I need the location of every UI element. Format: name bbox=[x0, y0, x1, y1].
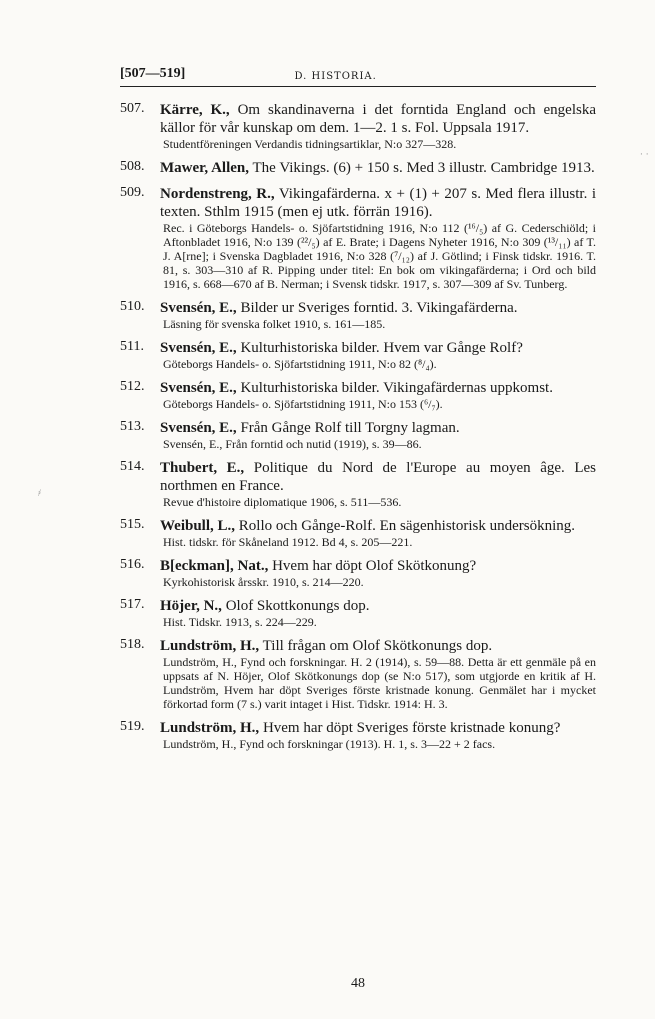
bibliography-entry bbox=[120, 557, 596, 589]
entry-citation bbox=[160, 517, 596, 535]
entry-author: Weibull, L., bbox=[160, 518, 236, 534]
entry-list bbox=[120, 101, 596, 751]
entry-note: Göteborgs Handels- o. Sjöfartstidning 1911, N:o 153 (⁶/₇). bbox=[163, 397, 443, 411]
entry-author: Kärre, K., bbox=[160, 102, 230, 118]
entry-citation bbox=[160, 419, 596, 437]
entry-number: 519. bbox=[120, 719, 145, 734]
entry-title: Hvem har döpt Sveriges förste kristnade konung? bbox=[262, 720, 561, 736]
bibliography-entry bbox=[120, 379, 596, 411]
entry-note: Kyrkohistorisk årsskr. 1910, s. 214—220. bbox=[163, 575, 364, 589]
entry-citation bbox=[160, 719, 596, 737]
entry-number: 517. bbox=[120, 597, 145, 612]
margin-speck: · · bbox=[640, 150, 649, 160]
entry-number: 518. bbox=[120, 637, 145, 652]
entry-citation bbox=[160, 299, 596, 317]
entry-citation bbox=[160, 101, 596, 137]
entry-title: Bilder ur Sveriges forntid. 3. Vikingafärderna. bbox=[240, 300, 518, 316]
bibliography-entry bbox=[120, 101, 596, 151]
entry-citation bbox=[160, 159, 596, 177]
entry-note: Studentföreningen Verdandis tidningsartiklar, N:o 327—328. bbox=[163, 137, 457, 151]
entry-citation bbox=[160, 379, 596, 397]
entry-note: Lundström, H., Fynd och forskningar. H. 2 (1914), s. 59—88. Detta är ett genmäle på en uppsats af N. Höjer, Olof Skötkonungs dop (se N:o 517), som utgjorde en kritik af H. Lundström, Hvem har döpt Sveriges förste kristnade konung. Genmälet har i mycket förkortad form (7 s.) varit intaget i Hist. Tidskr. 1914: H. 3. bbox=[163, 655, 596, 711]
entry-title: The Vikings. (6) + 150 s. Med 3 illustr. Cambridge 1913. bbox=[252, 160, 595, 176]
entry-title: Politique du Nord de l'Europe au moyen âge. Les northmen en France. bbox=[160, 460, 597, 494]
entry-note: Göteborgs Handels- o. Sjöfartstidning 1911, N:o 82 (⁸/₄). bbox=[163, 357, 437, 371]
page-number: 48 bbox=[351, 976, 365, 991]
bibliography-entry bbox=[120, 299, 596, 331]
entry-title: Om skandinaverna i det forntida England och engelska källor för vår kunskap om dem. 1—2. 1 s. Fol. Uppsala 1917. bbox=[160, 102, 597, 136]
page bbox=[120, 66, 597, 991]
bibliography-entry bbox=[120, 159, 596, 177]
entry-note: Svensén, E., Från forntid och nutid (1919), s. 39—86. bbox=[163, 437, 422, 451]
entry-author: Svensén, E., bbox=[160, 340, 237, 356]
entry-note: Läsning för svenska folket 1910, s. 161—185. bbox=[163, 317, 386, 331]
entry-author: Svensén, E., bbox=[160, 300, 237, 316]
entry-citation bbox=[160, 557, 596, 575]
section-title: D. HISTORIA. bbox=[294, 71, 377, 82]
entry-citation bbox=[160, 459, 596, 495]
entry-number: 516. bbox=[120, 557, 145, 572]
entry-title: Kulturhistoriska bilder. Hvem var Gånge Rolf? bbox=[240, 340, 523, 356]
entry-note: Revue d'histoire diplomatique 1906, s. 511—536. bbox=[163, 495, 402, 509]
entry-note: Hist. Tidskr. 1913, s. 224—229. bbox=[163, 615, 317, 629]
entry-author: Lundström, H., bbox=[160, 720, 260, 736]
entry-number: 508. bbox=[120, 159, 145, 174]
entry-citation bbox=[160, 597, 596, 615]
entry-citation bbox=[160, 339, 596, 357]
entry-author: Höjer, N., bbox=[160, 598, 222, 614]
entry-number: 512. bbox=[120, 379, 145, 394]
margin-speck: ҂ bbox=[38, 489, 42, 499]
bibliography-entry bbox=[120, 719, 596, 751]
bibliography-entry bbox=[120, 185, 596, 291]
entry-note: Lundström, H., Fynd och forskningar (1913). H. 1, s. 3—22 + 2 facs. bbox=[163, 737, 496, 751]
entry-number: 513. bbox=[120, 419, 145, 434]
entry-author: Nordenstreng, R., bbox=[160, 186, 275, 202]
entry-range: [507—519] bbox=[120, 66, 186, 81]
entry-author: B[eckman], Nat., bbox=[160, 558, 269, 574]
entry-number: 510. bbox=[120, 299, 145, 314]
entry-note: Rec. i Göteborgs Handels- o. Sjöfartstidning 1916, N:o 112 (¹⁶/₅) af G. Cederschiöld; i Aftonbladet 1916, N:o 139 (²²/₅) af E. Brate; i Dagens Nyheter 1916, N:o 309 (¹³/₁₁) af T. J. A[rne]; i Svenska Dagbladet 1916, N:o 328 (⁷/₁₂) af J. Götlind; i Finsk tidskr. 1916. T. 81, s. 303—310 af R. Pipping under titel: En bok om vikingafärderna; i Ord och bild 1916, s. 668—670 af B. Nerman; i Svensk tidskr. 1917, s. 307—309 af Sv. Tunberg. bbox=[163, 221, 596, 291]
bibliography-entry bbox=[120, 339, 596, 371]
entry-number: 515. bbox=[120, 517, 145, 532]
entry-author: Mawer, Allen, bbox=[160, 160, 250, 176]
entry-title: Olof Skottkonungs dop. bbox=[225, 598, 370, 614]
entry-title: Kulturhistoriska bilder. Vikingafärdernas uppkomst. bbox=[240, 380, 553, 396]
entry-author: Svensén, E., bbox=[160, 380, 237, 396]
entry-note: Hist. tidskr. för Skåneland 1912. Bd 4, s. 205—221. bbox=[163, 535, 413, 549]
entry-title: Vikingafärderna. x + (1) + 207 s. Med flera illustr. i texten. Sthlm 1915 (men ej utk. förrän 1916). bbox=[160, 186, 596, 220]
entry-author: Svensén, E., bbox=[160, 420, 237, 436]
entry-number: 509. bbox=[120, 185, 145, 200]
entry-citation bbox=[160, 185, 596, 221]
bibliography-entry bbox=[120, 517, 596, 549]
bibliography-entry bbox=[120, 459, 596, 509]
entry-title: Hvem har döpt Olof Skötkonung? bbox=[272, 558, 477, 574]
entry-number: 507. bbox=[120, 101, 145, 116]
running-header bbox=[120, 66, 596, 87]
bibliography-entry bbox=[120, 637, 596, 711]
entry-author: Thubert, E., bbox=[160, 460, 245, 476]
entry-number: 514. bbox=[120, 459, 145, 474]
entry-author: Lundström, H., bbox=[160, 638, 260, 654]
entry-citation bbox=[160, 637, 596, 655]
bibliography-entry bbox=[120, 419, 596, 451]
entry-title: Från Gånge Rolf till Torgny lagman. bbox=[240, 420, 460, 436]
bibliography-entry bbox=[120, 597, 596, 629]
entry-title: Rollo och Gånge-Rolf. En sägenhistorisk undersökning. bbox=[238, 518, 575, 534]
entry-title: Till frågan om Olof Skötkonungs dop. bbox=[262, 638, 493, 654]
entry-number: 511. bbox=[120, 339, 144, 354]
